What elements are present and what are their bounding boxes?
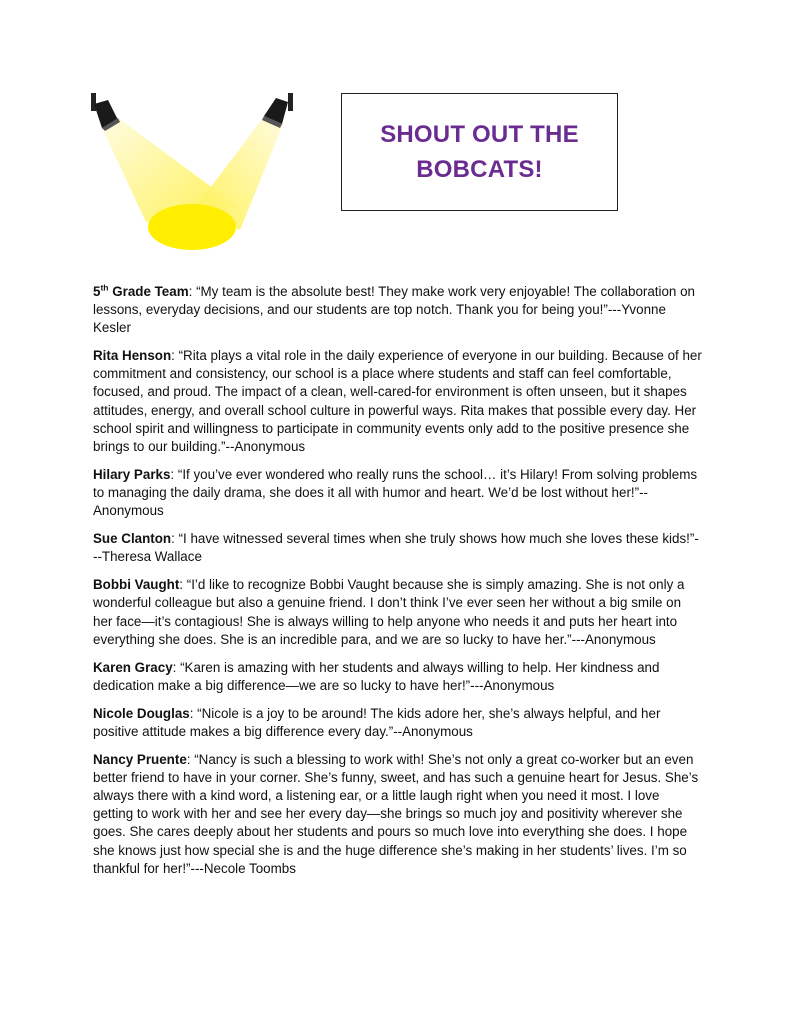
shoutout-entry	[93, 705, 703, 741]
entry-text: : “Karen is amazing with her students and always willing to help. Her kindness and dedication make a big difference—we are so lucky to have her!”---Anonymous	[93, 659, 660, 693]
entry-text: : “I’d like to recognize Bobbi Vaught because she is simply amazing. She is not only a wonderful colleague but also a genuine friend. I don’t think I’ve ever seen her without a big smile on her face—it’s contagious! She is always willing to help anyone who needs it and puts her heart into everything she does. She is an incredible para, and we are so lucky to have her.”---Anonymous	[93, 577, 685, 647]
shoutout-entry	[93, 347, 703, 456]
entry-text: : “My team is the absolute best! They make work very enjoyable! The collaboration on lessons, everyday decisions, and our students are top notch. Thank you for being you!”---Yvonne Kesler	[93, 284, 695, 336]
entry-text: : “Rita plays a vital role in the daily experience of everyone in our building. Because of her commitment and consistency, our school is a place where students and staff can feel comfortable, focused, and proud. The impact of a clean, well-cared-for environment is often unseen, but it shapes attitudes, energy, and overall school culture in powerful ways. Rita makes that possible every day. Her school spirit and willingness to participate in community events only add to the positive presence she brings to our building.”--Anonymous	[93, 348, 702, 454]
shoutout-entry	[93, 576, 703, 648]
entry-text: : “Nancy is such a blessing to work with! She’s not only a great co-worker but an even better friend to have in your corner. She’s funny, sweet, and has such a genuine heart for Jesus. She’s always there with a kind word, a listening ear, or a little laugh right when you need it most. I love getting to work with her and see her every day—she brings so much joy and positivity wherever she goes. She cares deeply about her students and pours so much love into everything she does. I hope she knows just how special she is and the huge difference she’s making in her students’ lives. I’m so thankful for her!”---Necole Toombs	[93, 752, 699, 876]
shoutout-entry	[93, 659, 703, 695]
entry-name: Rita Henson	[93, 348, 172, 364]
entry-name: Nicole Douglas	[93, 705, 190, 721]
entry-name: Nancy Pruente	[93, 752, 187, 768]
page-title: SHOUT OUT THE BOBCATS!	[380, 121, 579, 183]
spotlights-illustration	[88, 90, 298, 260]
entry-name: 5th Grade Team	[93, 282, 189, 299]
shoutout-entry	[93, 283, 703, 337]
spotlight-pool	[148, 204, 236, 250]
title-box	[341, 93, 618, 211]
shoutout-entry	[93, 466, 703, 520]
shoutout-entry	[93, 751, 703, 878]
entry-name: Sue Clanton	[93, 531, 172, 547]
entry-name: Hilary Parks	[93, 466, 171, 482]
entry-name: Karen Gracy	[93, 659, 173, 675]
entry-text: : “Nicole is a joy to be around! The kids adore her, she’s always helpful, and her positive attitude makes a big difference every day.”--Anonymous	[93, 705, 661, 739]
entry-text: : “If you’ve ever wondered who really runs the school… it’s Hilary! From solving problems to managing the daily drama, she does it all with humor and heart. We’d be lost without her!”--Anonymous	[93, 466, 698, 519]
shoutout-list	[93, 283, 703, 888]
shoutout-entry	[93, 530, 703, 566]
entry-name: Bobbi Vaught	[93, 577, 180, 593]
entry-text: : “I have witnessed several times when she truly shows how much she loves these kids!”---Theresa Wallace	[93, 531, 699, 565]
